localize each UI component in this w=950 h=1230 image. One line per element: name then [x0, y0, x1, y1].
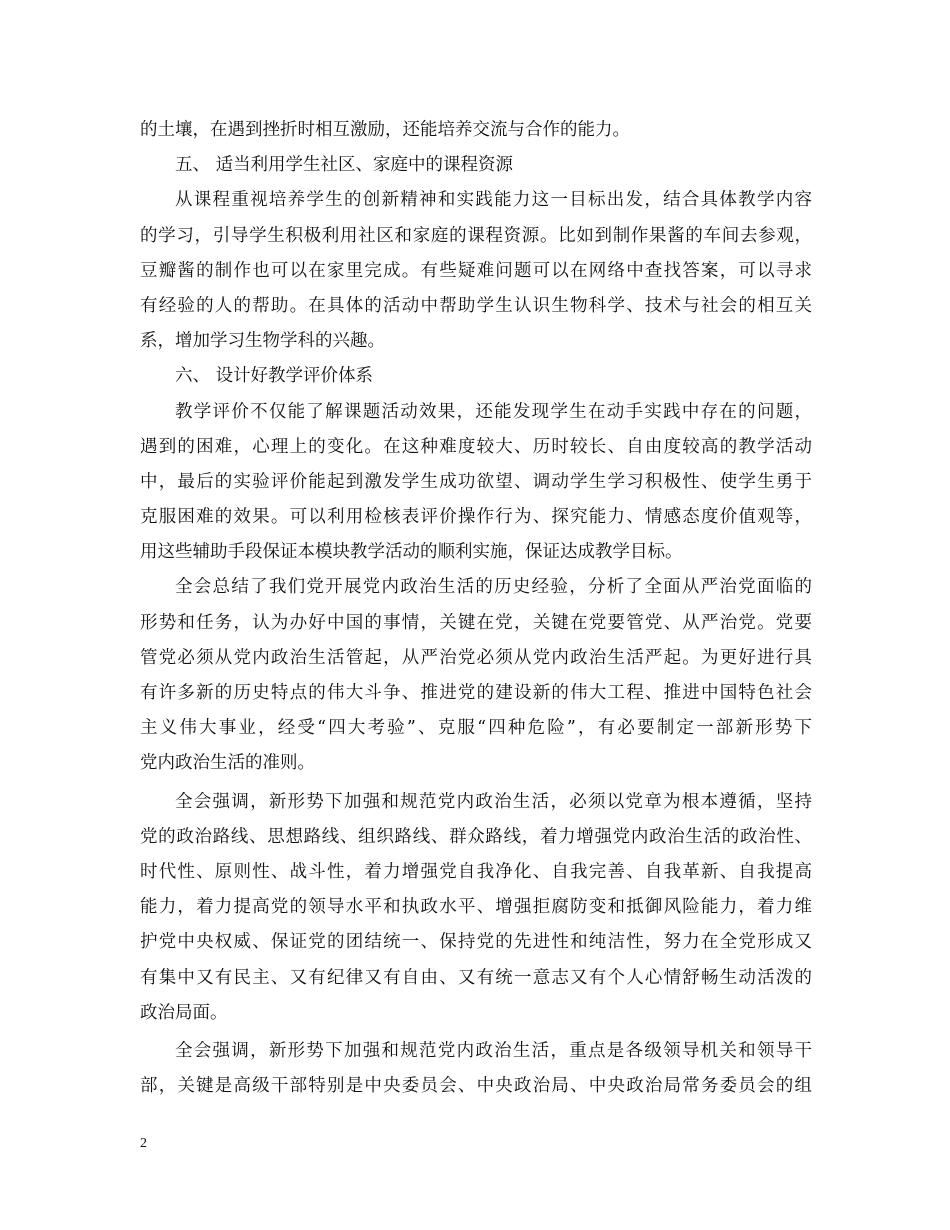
text-line-9: 教学评价不仅能了解课题活动效果，还能发现学生在动手实践中存在的问题， [175, 401, 812, 422]
text-line-12: 克服困难的效果。可以利用检核表评价操作行为、探究能力、情感态度价值观等， [140, 507, 812, 528]
document-body [140, 113, 812, 1104]
text-line-27: 全会强调，新形势下加强和规范党内政治生活，重点是各级领导机关和领导干 [175, 1040, 812, 1061]
text-line-26: 政治局面。 [140, 1002, 228, 1023]
text-line-16: 管党必须从党内政治生活管起，从严治党必须从党内政治生活严起。为更好进行具 [140, 647, 812, 668]
text-line-3: 从课程重视培养学生的创新精神和实践能力这一目标出发，结合具体教学内容 [175, 190, 812, 211]
text-line-14: 全会总结了我们党开展党内政治生活的历史经验，分析了全面从严治党面临的 [175, 577, 812, 598]
text-line-24: 护党中央权威、保证党的团结统一、保持党的先进性和纯洁性，努力在全党形成又 [140, 932, 812, 953]
section-heading-6: 六、 设计好教学评价体系 [175, 366, 374, 387]
text-line-5: 豆瓣酱的制作也可以在家里完成。有些疑难问题可以在网络中查找答案，可以寻求 [140, 260, 812, 281]
text-line-20: 全会强调，新形势下加强和规范党内政治生活，必须以党章为根本遵循，坚持 [175, 791, 812, 812]
section-heading-5: 五、 适当利用学生社区、家庭中的课程资源 [175, 155, 514, 176]
text-line-4: 的学习，引导学生积极利用社区和家庭的课程资源。比如到制作果酱的车间去参观， [140, 225, 812, 246]
text-line-18: 主义伟大事业，经受“四大考验”、克服“四种危险”，有必要制定一部新形势下 [140, 718, 812, 739]
text-line-28: 部，关键是高级干部特别是中央委员会、中央政治局、中央政治局常务委员会的组 [140, 1076, 812, 1097]
page-number: 2 [140, 1136, 147, 1151]
text-line-6: 有经验的人的帮助。在具体的活动中帮助学生认识生物科学、技术与社会的相互关 [140, 295, 812, 316]
text-line-23: 能力，着力提高党的领导水平和执政水平、增强拒腐防变和抵御风险能力，着力维 [140, 897, 812, 918]
text-line-7: 系，增加学习生物学科的兴趣。 [140, 331, 385, 352]
text-line-11: 中，最后的实验评价能起到激发学生成功欲望、调动学生学习积极性、使学生勇于 [140, 471, 812, 492]
text-line-1: 的土壤，在遇到挫折时相互激励，还能培养交流与合作的能力。 [140, 120, 630, 140]
text-line-19: 党内政治生活的准则。 [140, 753, 315, 774]
text-line-17: 有许多新的历史特点的伟大斗争、推进党的建设新的伟大工程、推进中国特色社会 [140, 683, 812, 703]
text-line-10: 遇到的困难，心理上的变化。在这种难度较大、历时较长、自由度较高的教学活动 [140, 436, 812, 457]
text-line-21: 党的政治路线、思想路线、组织路线、群众路线，着力增强党内政治生活的政治性、 [140, 826, 812, 847]
text-line-15: 形势和任务，认为办好中国的事情，关键在党，关键在党要管党、从严治党。党要 [140, 612, 812, 633]
text-line-25: 有集中又有民主、又有纪律又有自由、又有统一意志又有个人心情舒畅生动活泼的 [140, 967, 812, 988]
text-line-13: 用这些辅助手段保证本模块教学活动的顺利实施，保证达成教学目标。 [140, 542, 683, 563]
text-line-22: 时代性、原则性、战斗性，着力增强党自我净化、自我完善、自我革新、自我提高 [140, 861, 812, 882]
